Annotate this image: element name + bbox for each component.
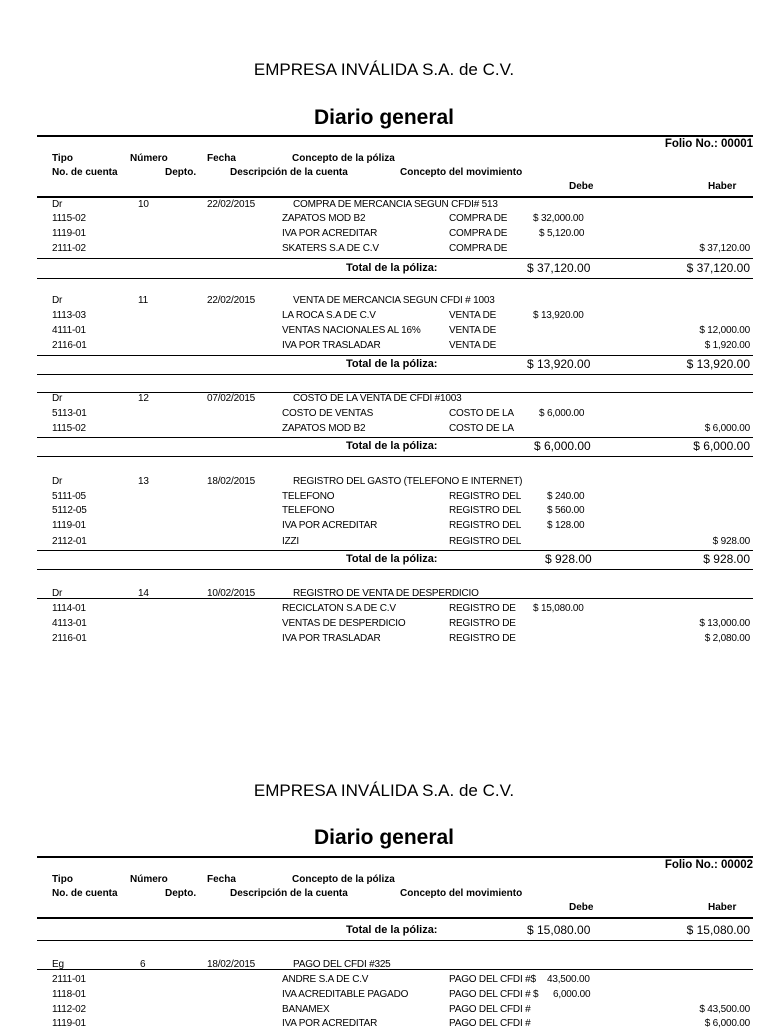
entry-numero: 14 xyxy=(138,588,149,599)
row-debe: $ 560.00 xyxy=(547,505,585,516)
row-cuenta: 1119-01 xyxy=(52,1018,86,1029)
entry-numero: 11 xyxy=(138,295,148,306)
header-top-rule xyxy=(37,135,753,137)
total-rule xyxy=(37,437,753,438)
row-cuenta: 1113-03 xyxy=(52,310,86,321)
row-descripcion: SKATERS S.A DE C.V xyxy=(282,243,379,254)
row-cuenta: 4111-01 xyxy=(52,325,86,336)
row-cuenta: 1112-02 xyxy=(52,1004,86,1015)
row-debe: 6,000.00 xyxy=(553,989,591,1000)
header-depto: Depto. xyxy=(165,888,197,899)
entry-concepto: COSTO DE LA VENTA DE CFDI #1003 xyxy=(293,393,462,404)
company-name: EMPRESA INVÁLIDA S.A. de C.V. xyxy=(253,781,515,800)
header-tipo: Tipo xyxy=(52,874,73,885)
row-descripcion: COSTO DE VENTAS xyxy=(282,408,374,419)
total-rule xyxy=(37,550,753,551)
row-cuenta: 1119-01 xyxy=(52,520,86,531)
row-haber: $ 12,000.00 xyxy=(699,325,750,336)
total-haber: $ 6,000.00 xyxy=(693,439,750,453)
header-concepto-poliza: Concepto de la póliza xyxy=(292,153,395,164)
row-debe: $ 13,920.00 xyxy=(533,310,584,321)
carry-total-haber: $ 15,080.00 xyxy=(686,923,750,937)
row-movimiento: REGISTRO DEL xyxy=(449,491,522,502)
row-movimiento: PAGO DEL CFDI # $ xyxy=(449,989,539,1000)
row-descripcion: BANAMEX xyxy=(282,1004,330,1015)
header-tipo: Tipo xyxy=(52,153,73,164)
header-haber: Haber xyxy=(708,181,737,192)
row-descripcion: IVA POR TRASLADAR xyxy=(282,340,381,351)
total-label: Total de la póliza: xyxy=(346,440,438,452)
header-descripcion: Descripción de la cuenta xyxy=(230,167,348,178)
header-fecha: Fecha xyxy=(207,153,236,164)
row-debe: $ 32,000.00 xyxy=(533,213,584,224)
row-cuenta: 5112-05 xyxy=(52,505,87,516)
entry-concepto: VENTA DE MERCANCIA SEGUN CFDI # 1003 xyxy=(293,295,495,306)
entry-end-rule xyxy=(37,456,753,457)
carry-total-debe: $ 15,080.00 xyxy=(527,923,591,937)
entry-tipo: Eg xyxy=(52,959,64,970)
entry-concepto: PAGO DEL CFDI #325 xyxy=(293,959,391,970)
row-haber: $ 1,920.00 xyxy=(704,340,750,351)
entry-numero: 13 xyxy=(138,476,149,487)
row-cuenta: 1115-02 xyxy=(52,213,86,224)
total-haber: $ 928.00 xyxy=(703,552,750,566)
total-haber: $ 13,920.00 xyxy=(686,357,750,371)
row-haber: $ 6,000.00 xyxy=(704,1018,750,1029)
entry-end-rule xyxy=(37,374,753,375)
header-numero: Número xyxy=(130,874,168,885)
row-movimiento: REGISTRO DE xyxy=(449,633,516,644)
row-movimiento: COMPRA DE xyxy=(449,243,508,254)
total-debe: $ 37,120.00 xyxy=(527,261,591,275)
row-descripcion: IVA ACREDITABLE PAGADO xyxy=(282,989,409,1000)
row-movimiento: REGISTRO DE xyxy=(449,618,516,629)
folio-number: Folio No.: 00001 xyxy=(664,138,753,150)
row-movimiento: PAGO DEL CFDI # xyxy=(449,1018,531,1029)
row-movimiento: VENTA DE xyxy=(449,325,497,336)
entry-fecha: 22/02/2015 xyxy=(207,199,256,210)
entry-concepto: REGISTRO DE VENTA DE DESPERDICIO xyxy=(293,588,479,599)
header-bottom-rule xyxy=(37,196,753,198)
row-cuenta: 2116-01 xyxy=(52,340,87,351)
row-descripcion: IVA POR TRASLADAR xyxy=(282,633,381,644)
row-cuenta: 1114-01 xyxy=(52,603,86,614)
row-movimiento: VENTA DE xyxy=(449,310,497,321)
total-label: Total de la póliza: xyxy=(346,262,438,274)
row-descripcion: ZAPATOS MOD B2 xyxy=(282,213,366,224)
entry-tipo: Dr xyxy=(52,588,63,599)
entry-fecha: 22/02/2015 xyxy=(207,295,256,306)
row-movimiento: COMPRA DE xyxy=(449,213,508,224)
entry-end-rule xyxy=(37,278,753,279)
entry-concepto: COMPRA DE MERCANCIA SEGUN CFDI# 513 xyxy=(293,199,498,210)
row-haber: $ 2,080.00 xyxy=(704,633,750,644)
row-haber: $ 43,500.00 xyxy=(699,1004,750,1015)
entry-tipo: Dr xyxy=(52,295,63,306)
header-fecha: Fecha xyxy=(207,874,236,885)
row-movimiento: COSTO DE LA xyxy=(449,423,514,434)
row-cuenta: 4113-01 xyxy=(52,618,87,629)
header-debe: Debe xyxy=(569,181,594,192)
entry-fecha: 10/02/2015 xyxy=(207,588,256,599)
row-descripcion: LA ROCA S.A DE C.V xyxy=(282,310,376,321)
row-debe: 43,500.00 xyxy=(547,974,590,985)
row-descripcion: TELEFONO xyxy=(282,491,335,502)
entry-fecha: 07/02/2015 xyxy=(207,393,256,404)
entry-numero: 12 xyxy=(138,393,149,404)
row-descripcion: VENTAS DE DESPERDICIO xyxy=(282,618,406,629)
row-movimiento: REGISTRO DE xyxy=(449,603,516,614)
row-cuenta: 5111-05 xyxy=(52,491,86,502)
entry-end-rule xyxy=(37,940,753,941)
total-label: Total de la póliza: xyxy=(346,553,438,565)
row-haber: $ 928.00 xyxy=(712,536,750,547)
header-numero: Número xyxy=(130,153,168,164)
row-cuenta: 2112-01 xyxy=(52,536,87,547)
row-descripcion: IVA POR ACREDITAR xyxy=(282,1018,378,1029)
row-cuenta: 1118-01 xyxy=(52,989,86,1000)
entry-tipo: Dr xyxy=(52,199,63,210)
total-label: Total de la póliza: xyxy=(346,358,438,370)
row-movimiento: REGISTRO DEL xyxy=(449,505,522,516)
header-concepto-movimiento: Concepto del movimiento xyxy=(400,888,523,899)
entry-tipo: Dr xyxy=(52,393,63,404)
row-descripcion: RECICLATON S.A DE C.V xyxy=(282,603,396,614)
row-descripcion: IVA POR ACREDITAR xyxy=(282,520,378,531)
row-haber: $ 6,000.00 xyxy=(704,423,750,434)
entry-numero: 10 xyxy=(138,199,149,210)
row-movimiento: PAGO DEL CFDI # xyxy=(449,1004,531,1015)
total-debe: $ 6,000.00 xyxy=(534,439,591,453)
total-debe: $ 928.00 xyxy=(545,552,592,566)
total-debe: $ 13,920.00 xyxy=(527,357,591,371)
header-cuenta: No. de cuenta xyxy=(52,167,118,178)
row-debe: $ 128.00 xyxy=(547,520,585,531)
header-descripcion: Descripción de la cuenta xyxy=(230,888,348,899)
row-movimiento: COMPRA DE xyxy=(449,228,508,239)
row-movimiento: REGISTRO DEL xyxy=(449,536,522,547)
row-movimiento: REGISTRO DEL xyxy=(449,520,522,531)
row-debe: $ 240.00 xyxy=(547,491,585,502)
entry-numero: 6 xyxy=(140,959,146,970)
header-depto: Depto. xyxy=(165,167,197,178)
carry-total-label: Total de la póliza: xyxy=(346,924,438,936)
row-descripcion: IZZI xyxy=(282,536,299,547)
entry-tipo: Dr xyxy=(52,476,63,487)
row-descripcion: ZAPATOS MOD B2 xyxy=(282,423,366,434)
header-concepto-poliza: Concepto de la póliza xyxy=(292,874,395,885)
row-haber: $ 37,120.00 xyxy=(699,243,750,254)
total-rule xyxy=(37,355,753,356)
report-title: Diario general xyxy=(313,106,455,129)
row-cuenta: 2111-01 xyxy=(52,974,86,985)
row-cuenta: 1119-01 xyxy=(52,228,86,239)
header-debe: Debe xyxy=(569,902,594,913)
row-debe: $ 5,120.00 xyxy=(539,228,585,239)
row-descripcion: VENTAS NACIONALES AL 16% xyxy=(282,325,421,336)
row-cuenta: 2111-02 xyxy=(52,243,86,254)
row-cuenta: 2116-01 xyxy=(52,633,87,644)
entry-fecha: 18/02/2015 xyxy=(207,476,256,487)
row-cuenta: 5113-01 xyxy=(52,408,87,419)
row-debe: $ 6,000.00 xyxy=(539,408,585,419)
entry-fecha: 18/02/2015 xyxy=(207,959,256,970)
row-movimiento: PAGO DEL CFDI #$ xyxy=(449,974,536,985)
header-concepto-movimiento: Concepto del movimiento xyxy=(400,167,523,178)
total-haber: $ 37,120.00 xyxy=(686,261,750,275)
entry-concepto: REGISTRO DEL GASTO (TELEFONO E INTERNET) xyxy=(293,476,523,487)
row-cuenta: 1115-02 xyxy=(52,423,86,434)
row-movimiento: VENTA DE xyxy=(449,340,497,351)
row-movimiento: COSTO DE LA xyxy=(449,408,514,419)
row-haber: $ 13,000.00 xyxy=(699,618,750,629)
row-debe: $ 15,080.00 xyxy=(533,603,584,614)
row-descripcion: IVA POR ACREDITAR xyxy=(282,228,378,239)
entry-end-rule xyxy=(37,569,753,570)
total-rule xyxy=(37,258,753,259)
row-descripcion: TELEFONO xyxy=(282,505,335,516)
folio-number: Folio No.: 00002 xyxy=(664,859,753,871)
header-bottom-rule xyxy=(37,917,753,919)
header-haber: Haber xyxy=(708,902,737,913)
company-name: EMPRESA INVÁLIDA S.A. de C.V. xyxy=(253,60,515,79)
header-top-rule xyxy=(37,856,753,858)
header-cuenta: No. de cuenta xyxy=(52,888,118,899)
report-title: Diario general xyxy=(313,826,455,849)
row-descripcion: ANDRE S.A DE C.V xyxy=(282,974,369,985)
